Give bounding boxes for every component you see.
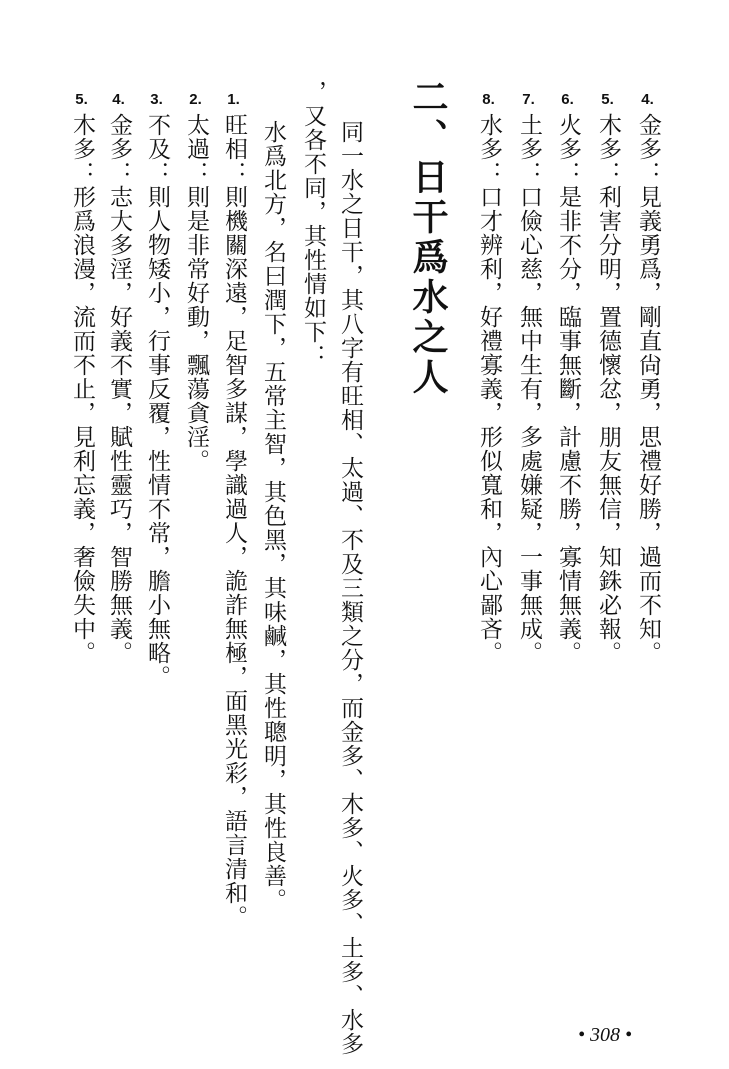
item-text: 金多：志大多淫，好義不實，賦性靈巧，智勝無義。 [106,113,132,665]
item-number: 2. [189,91,202,108]
item-text: 不及：則人物矮小，行事反覆，性情不常，膽小無略。 [144,113,170,689]
item-text: 土多：口儉心慈，無中生有，多處嫌疑，一事無成。 [516,113,542,665]
list-item-water-excess [477,92,500,665]
intro-line-3: 水爲北方，名曰潤下，五常主智，其色黑，其味鹹，其性聰明，其性良善。 [260,120,286,912]
intro-line-2: ，又各不同，其性情如下： [300,80,326,368]
item-number: 1. [227,91,240,108]
item-number: 4. [641,91,654,108]
item-text: 木多：利害分明，置德懷忿，朋友無信，知銖必報。 [595,113,621,665]
item-number: 3. [150,91,163,108]
item-text: 太過：則是非常好動，飄蕩貪淫。 [183,113,209,473]
item-text: 木多：形爲浪漫，流而不止，見利忘義，奢儉失中。 [69,113,95,665]
list-item-insufficient [145,92,168,689]
list-item-prosperous [222,92,245,929]
item-number: 4. [112,91,125,108]
item-text: 水多：口才辨利，好禮寡義，形似寬和，內心鄙吝。 [476,113,502,665]
section-title: 二、日干爲水之人 [407,78,448,398]
item-number: 6. [561,91,574,108]
intro-line-1: 同一水之日干，其八字有旺相、太過、不及三類之分，而金多、木多、火多、土多、水多 [337,120,363,1056]
item-number: 5. [75,91,88,108]
list-item-too-much [184,92,207,473]
item-text: 火多：是非不分，臨事無斷，計慮不勝，寡情無義。 [555,113,581,665]
list-item-metal-excess-2 [107,92,130,665]
page-number: • 308 • [578,1024,633,1046]
list-item-metal-excess [636,92,659,665]
item-number: 5. [601,91,614,108]
item-text: 旺相：則機關深遠，足智多謀，學識過人，詭詐無極，面黑光彩，語言清和。 [221,113,247,929]
list-item-wood-excess [596,92,619,665]
item-text: 金多：見義勇爲，剛直尙勇，思禮好勝，過而不知。 [635,113,661,665]
list-item-fire-excess [556,92,579,665]
item-number: 7. [522,91,535,108]
list-item-wood-excess-2 [70,92,93,665]
item-number: 8. [482,91,495,108]
list-item-earth-excess [517,92,540,665]
